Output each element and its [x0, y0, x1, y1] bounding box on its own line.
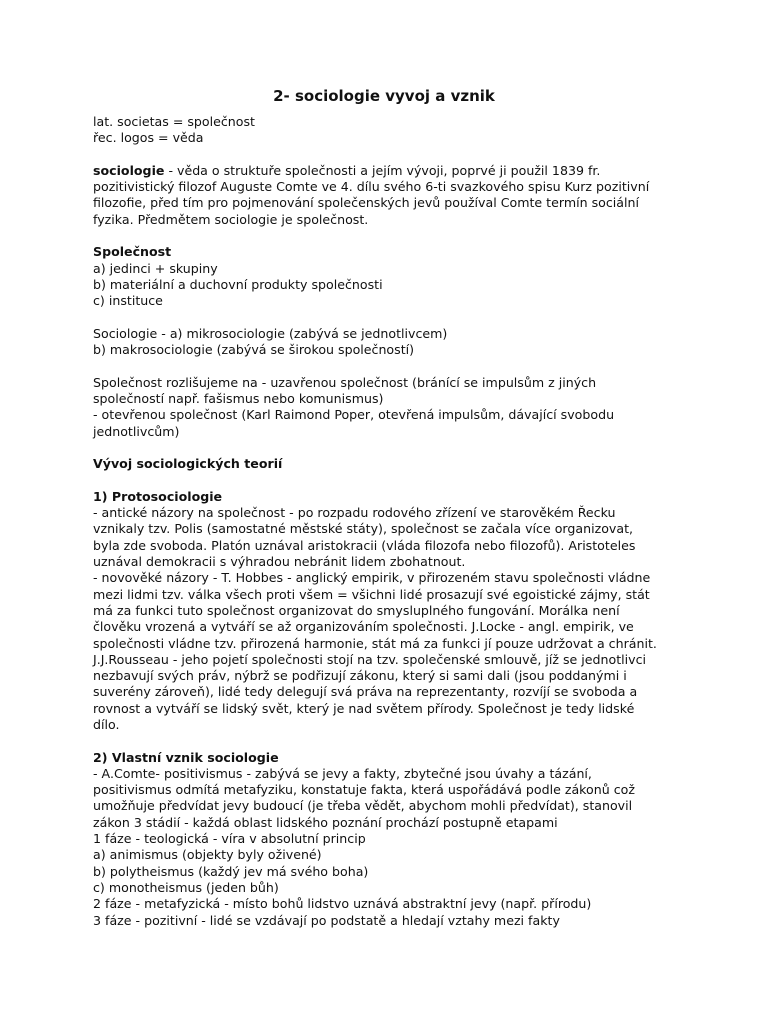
text-line: - antické názory na společnost - po rozpadu rodového zřízení ve starověkém Řecku	[93, 505, 616, 521]
list-item: c) monotheismus (jeden bůh)	[93, 879, 279, 895]
text-line: suverény zároveň), lidé tedy delegují svá práva na reprezentanty, rozvíjí se svoboda a	[93, 684, 638, 700]
text-line: člověku vrozená a vytváří se až organizováním společnosti. J.Locke - angl. empirik, ve	[93, 619, 634, 635]
text-line: - A.Comte- positivismus - zabývá se jevy a fakty, zbytečné jsou úvahy a tázání,	[93, 765, 592, 781]
text-line: Sociologie - a) mikrosociologie (zabývá se jednotlivcem)	[93, 325, 448, 341]
text-line: 1 fáze - teologická - víra v absolutní princip	[93, 831, 366, 847]
text-line: lat. societas = společnost	[93, 114, 255, 129]
text-line: umožňuje předvídat jevy budoucí (je třeba vědět, abychom mohli předvídat), stanovil	[93, 798, 633, 814]
origin-section	[93, 750, 685, 929]
list-item: b) materiální a duchovní produkty společnosti	[93, 276, 383, 292]
text-line: nezbavují svých práv, nýbrž se podřizují zákonu, který si sami dali (jsou poddanými i	[93, 668, 627, 684]
text-line: J.J.Rousseau - jeho pojetí společnosti stojí na tzv. společenské smlouvě, jíž se jednotlivci	[93, 651, 647, 667]
document-title: 2- sociologie vyvoj a vznik	[273, 87, 495, 105]
definition-paragraph	[93, 163, 685, 228]
section-heading: 1) Protosociologie	[93, 488, 223, 504]
text-line: společnosti vládne tzv. přirozená harmonie, stát má za funkci jí pouze udržovat a chránit.	[93, 635, 657, 651]
text-line: fyzika. Předmětem sociologie je společnost.	[93, 211, 369, 227]
list-item: a) jedinci + skupiny	[93, 260, 218, 276]
section-heading: Vývoj sociologických teorií	[93, 456, 283, 472]
section-heading: 2) Vlastní vznik sociologie	[93, 749, 279, 765]
text-line: 2 fáze - metafyzická - místo bohů lidstvo uznává abstraktní jevy (např. přírodu)	[93, 896, 592, 912]
text-line: má za funkci tuto společnost organizovat do smysluplného fungování. Morálka není	[93, 602, 620, 618]
text-line: byla zde svoboda. Platón uznával aristokracii (vláda filozofa nebo filozofů). Aristoteles	[93, 537, 636, 553]
text-line: b) makrosociologie (zabývá se širokou společností)	[93, 342, 415, 358]
text-line	[93, 163, 685, 179]
text-line: společností např. fašismus nebo komunismus)	[93, 391, 384, 407]
division-paragraph	[93, 326, 685, 359]
definition-text: - věda o struktuře společnosti a jejím vývoji, poprvé ji použil 1839 fr.	[164, 162, 601, 178]
text-line: filozofie, před tím pro pojmenování společenských jevů používal Comte termín sociální	[93, 195, 639, 211]
list-item: a) animismus (objekty byly oživené)	[93, 847, 322, 863]
text-line: positivismus odmítá metafyziku, konstatuje fakta, která uspořádává podle zákonů což	[93, 782, 635, 798]
text-line: mezi lidmi tzv. válka všech proti všem = všichni lidé prosazují své egoistické zájmy, stát	[93, 586, 650, 602]
definition-term: sociologie	[93, 162, 165, 178]
section-heading: Společnost	[93, 244, 172, 260]
text-line: pozitivistický filozof Auguste Comte ve 4. dílu svého 6-ti svazkového spisu Kurz pozitivní	[93, 179, 650, 195]
text-line: - otevřenou společnost (Karl Raimond Poper, otevřená impulsům, dávající svobodu	[93, 407, 615, 423]
text-line: uznával demokracii s výhradou nebránit lidem zbohatnout.	[93, 554, 466, 570]
text-line: řec. logos = věda	[93, 130, 204, 146]
types-paragraph	[93, 375, 685, 440]
text-line: dílo.	[93, 716, 120, 732]
protosociology-section	[93, 489, 685, 733]
text-line: vznikaly tzv. Polis (samostatné městské státy), společnost se začala více organizovat,	[93, 521, 634, 537]
list-item: c) instituce	[93, 293, 163, 309]
document-body	[93, 114, 685, 929]
text-line: rovnost a vytváří se lidský svět, který je nad světem přírody. Společnost je tedy lidské	[93, 700, 635, 716]
text-line: jednotlivcům)	[93, 423, 180, 439]
spolecnost-section	[93, 244, 685, 309]
theories-heading-paragraph	[93, 456, 685, 472]
etymology-paragraph	[93, 114, 685, 147]
text-line: Společnost rozlišujeme na - uzavřenou společnost (bránící se impulsům z jiných	[93, 374, 597, 390]
list-item: b) polytheismus (každý jev má svého boha)	[93, 863, 369, 879]
text-line: 3 fáze - pozitivní - lidé se vzdávají po podstatě a hledají vztahy mezi fakty	[93, 912, 560, 928]
text-line: zákon 3 stádií - každá oblast lidského poznání prochází postupně etapami	[93, 814, 558, 830]
text-line: - novověké názory - T. Hobbes - anglický empirik, v přirozeném stavu společnosti vládne	[93, 570, 651, 586]
